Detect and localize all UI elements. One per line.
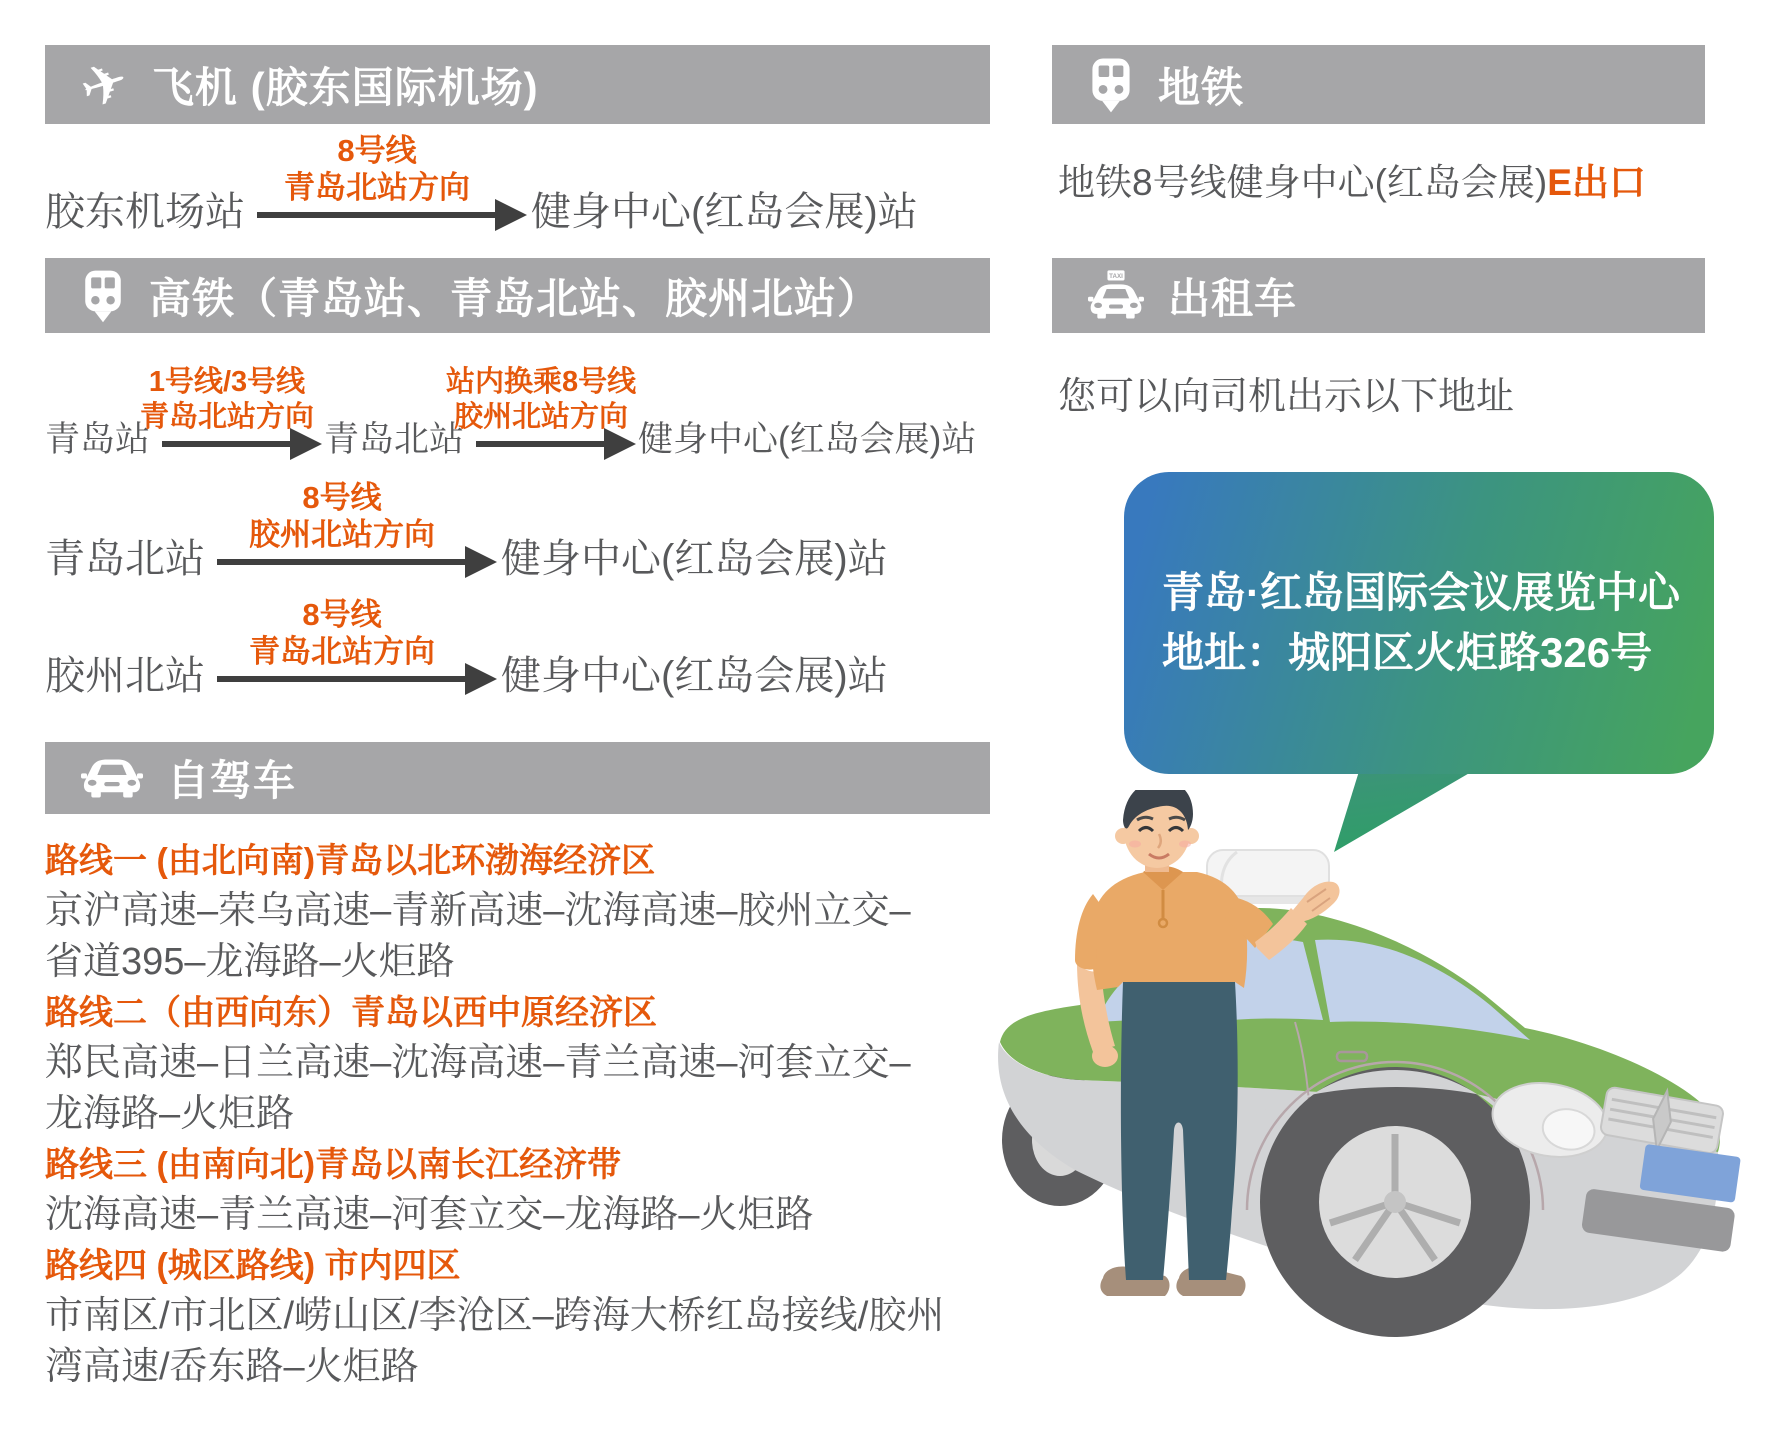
plane-route-row [45,133,990,258]
speech-bubble-tail [1330,768,1490,856]
section-header-plane [45,45,990,124]
route-arrow-label: 8号线 青岛北站方向 [249,597,435,669]
route-arrow [217,480,467,565]
drive-route-title: 路线二（由西向东）青岛以西中原经济区 [45,994,657,1032]
drive-route-desc: 京沪高速–荣乌高速–青新高速–沈海高速–胶州立交– [45,890,911,932]
airplane-icon: ✈ [72,46,137,122]
svg-text:TAXI: TAXI [1109,272,1123,280]
route-arrow-label: 8号线 青岛北站方向 [284,133,470,205]
hsr-route-row-2 [45,480,990,605]
station: 健身中心(红岛会展)站 [638,420,977,459]
station: 健身中心(红岛会展)站 [501,536,888,581]
route-arrow [257,133,497,218]
route-arrow-label: 站内换乘8号线 胶州北站方向 [445,366,637,433]
station: 青岛北站 [45,536,205,581]
drive-route-desc: 省道395–龙海路–火炬路 [45,941,455,983]
section-title-plane: 飞机 (胶东国际机场) [151,63,539,111]
shirt [1091,872,1247,990]
route-arrow [445,366,637,447]
station: 青岛站 [45,420,151,459]
section-header-taxi [1052,258,1705,333]
taxi-illustration [985,790,1785,1430]
station-from: 胶东机场站 [45,189,245,234]
section-title-drive: 自驾车 [167,757,297,804]
drive-route-desc: 龙海路–火炬路 [45,1093,295,1135]
speech-bubble [1124,472,1714,774]
route-arrow-label: 8号线 胶州北站方向 [249,480,435,552]
station: 健身中心(红岛会展)站 [501,653,888,698]
station: 青岛北站 [324,420,465,459]
route-arrow-label: 1号线/3号线 青岛北站方向 [140,366,315,433]
drive-route-title: 路线三 (由南向北)青岛以南长江经济带 [45,1146,622,1184]
train-icon [81,268,125,324]
section-header-drive [45,742,990,814]
section-title-metro: 地铁 [1158,63,1245,111]
drive-route-title: 路线四 (城区路线) 市内四区 [45,1247,461,1285]
station-to: 健身中心(红岛会展)站 [531,189,918,234]
route-arrow [140,366,315,447]
taxi-icon [1088,270,1144,322]
metro-icon [1088,56,1134,114]
section-header-metro [1052,45,1705,124]
venue-name: 青岛·红岛国际会议展览中心 [1162,569,1680,616]
drive-routes [45,836,997,1393]
hsr-route-row-1 [45,366,990,487]
venue-address: 地址：城阳区火炬路326号 [1162,629,1653,676]
section-title-taxi: 出租车 [1168,274,1298,322]
drive-route-desc: 沈海高速–青兰高速–河套立交–龙海路–火炬路 [45,1194,814,1236]
right-hand [1092,1045,1118,1067]
metro-exit-highlight: E出口 [1547,162,1646,203]
section-header-hsr [45,258,990,333]
drive-route-desc: 郑民高速–日兰高速–沈海高速–青兰高速–河套立交– [45,1042,911,1084]
hsr-route-row-3 [45,597,990,722]
metro-direction-text: 地铁8号线健身中心(红岛会展)E出口 [1058,162,1646,203]
route-arrow [217,597,467,682]
station: 胶州北站 [45,653,205,698]
taxi-note-text: 您可以向司机出示以下地址 [1058,376,1515,418]
drive-route-desc: 市南区/市北区/崂山区/李沧区–跨海大桥红岛接线/胶州 [45,1295,945,1337]
section-title-hsr: 高铁（青岛站、青岛北站、胶州北站） [149,274,881,322]
drive-route-title: 路线一 (由北向南)青岛以北环渤海经济区 [45,842,656,880]
drive-route-desc: 湾高速/岙东路–火炬路 [45,1346,419,1388]
car-icon [81,756,143,801]
